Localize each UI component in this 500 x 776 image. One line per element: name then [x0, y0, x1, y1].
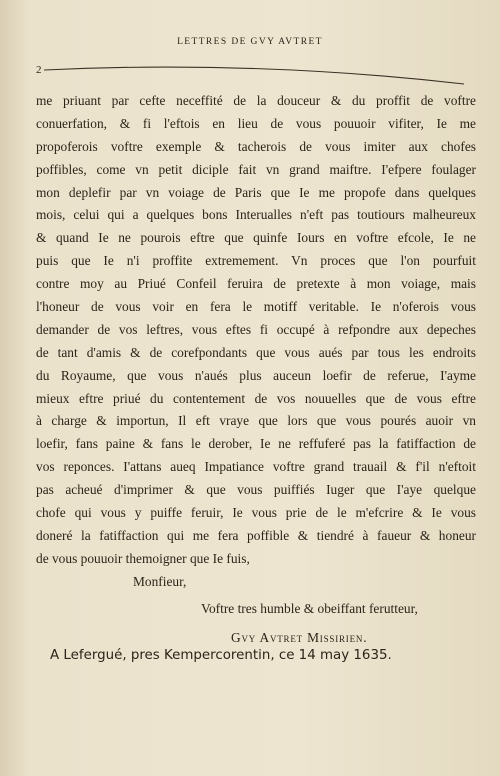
- text-line: du Royaume, que vous n'aués plus auceun loefir de referue, I'ayme: [36, 367, 476, 383]
- text-line: demander de vos leftres, vous eftes fi occupé à refpondre aux depeches: [36, 321, 476, 337]
- text-line: propoferois voftre exemple & tacherois de vous imiter aux chofes: [36, 138, 476, 154]
- text-line: de tant d'amis & de corefpondants que vous aués par tous les endroits: [36, 344, 476, 360]
- closing-formula: Voftre tres humble & obeiffant ferutteur,: [201, 600, 418, 616]
- text-line: loefir, fans paine & fans le derober, Ie ne reffuferé pas la fatiffaction de: [36, 436, 476, 452]
- text-line: vos reponces. I'attans aueq Impatiance voftre grand trauail & f'il n'eftoit: [36, 459, 476, 475]
- salutation: Monfieur,: [133, 573, 187, 589]
- page-number: 2: [36, 64, 42, 76]
- text-line: conuerfation, & fi l'eftois en lieu de vous pouuoir vifiter, Ie me: [36, 115, 476, 131]
- text-line: pas acheué d'imprimer & que vous puiffiés Iuger que I'aye quelque: [36, 482, 476, 498]
- text-line: contre moy au Priué Confeil feruira de pretexte à mon voiage, mais: [36, 276, 476, 292]
- text-line: chofe qui vous y puiffe feruir, Ie vous prie de le m'efcrire & Ie vous: [36, 505, 476, 521]
- signature: Gvy Avtret Missirien.: [231, 629, 368, 645]
- text-line: puis que Ie n'i proffite extremement. Vn proces que l'on pourfuit: [36, 253, 476, 269]
- text-line: mois, celui qui a quelques bons Interualles n'eft pas toutiours malheureux: [36, 207, 476, 223]
- running-title: LETTRES DE GVY AVTRET: [177, 37, 323, 47]
- text-line: mieux eftre priué du contentement de vos nouuelles que de vous eftre: [36, 390, 476, 406]
- letter-paragraph: [36, 90, 476, 571]
- text-line: l'honeur de vous voir en fera le motiff veritable. Ie n'oferois vous: [36, 299, 476, 315]
- text-line: doneré la fatiffaction qui me fera poffible & tiendré à faueur & honeur: [36, 527, 476, 543]
- decorative-rule: [44, 58, 464, 88]
- text-line: poffibles, come vn petit diciple fait vn grand maiftre. I'efpere foulager: [36, 161, 476, 177]
- text-line: de vous pouuoir themoigner que Ie fuis,: [36, 550, 250, 566]
- letter-body: [36, 90, 476, 652]
- text-line: me priuant par cefte neceffité de la douceur & du proffit de voftre: [36, 93, 476, 108]
- text-line: & quand Ie ne pourois eftre que quinfe Iours en voftre efcole, Ie ne: [36, 230, 476, 246]
- place-and-date: A Lefergué, pres Kempercorentin, ce 14 may 1635.: [50, 648, 392, 663]
- text-line: à charge & importun, Il eft vraye que lors que vous pourés auoir vn: [36, 413, 476, 429]
- text-line: mon deplefir par vn voiage de Paris que Ie me propofe dans quelques: [36, 184, 476, 200]
